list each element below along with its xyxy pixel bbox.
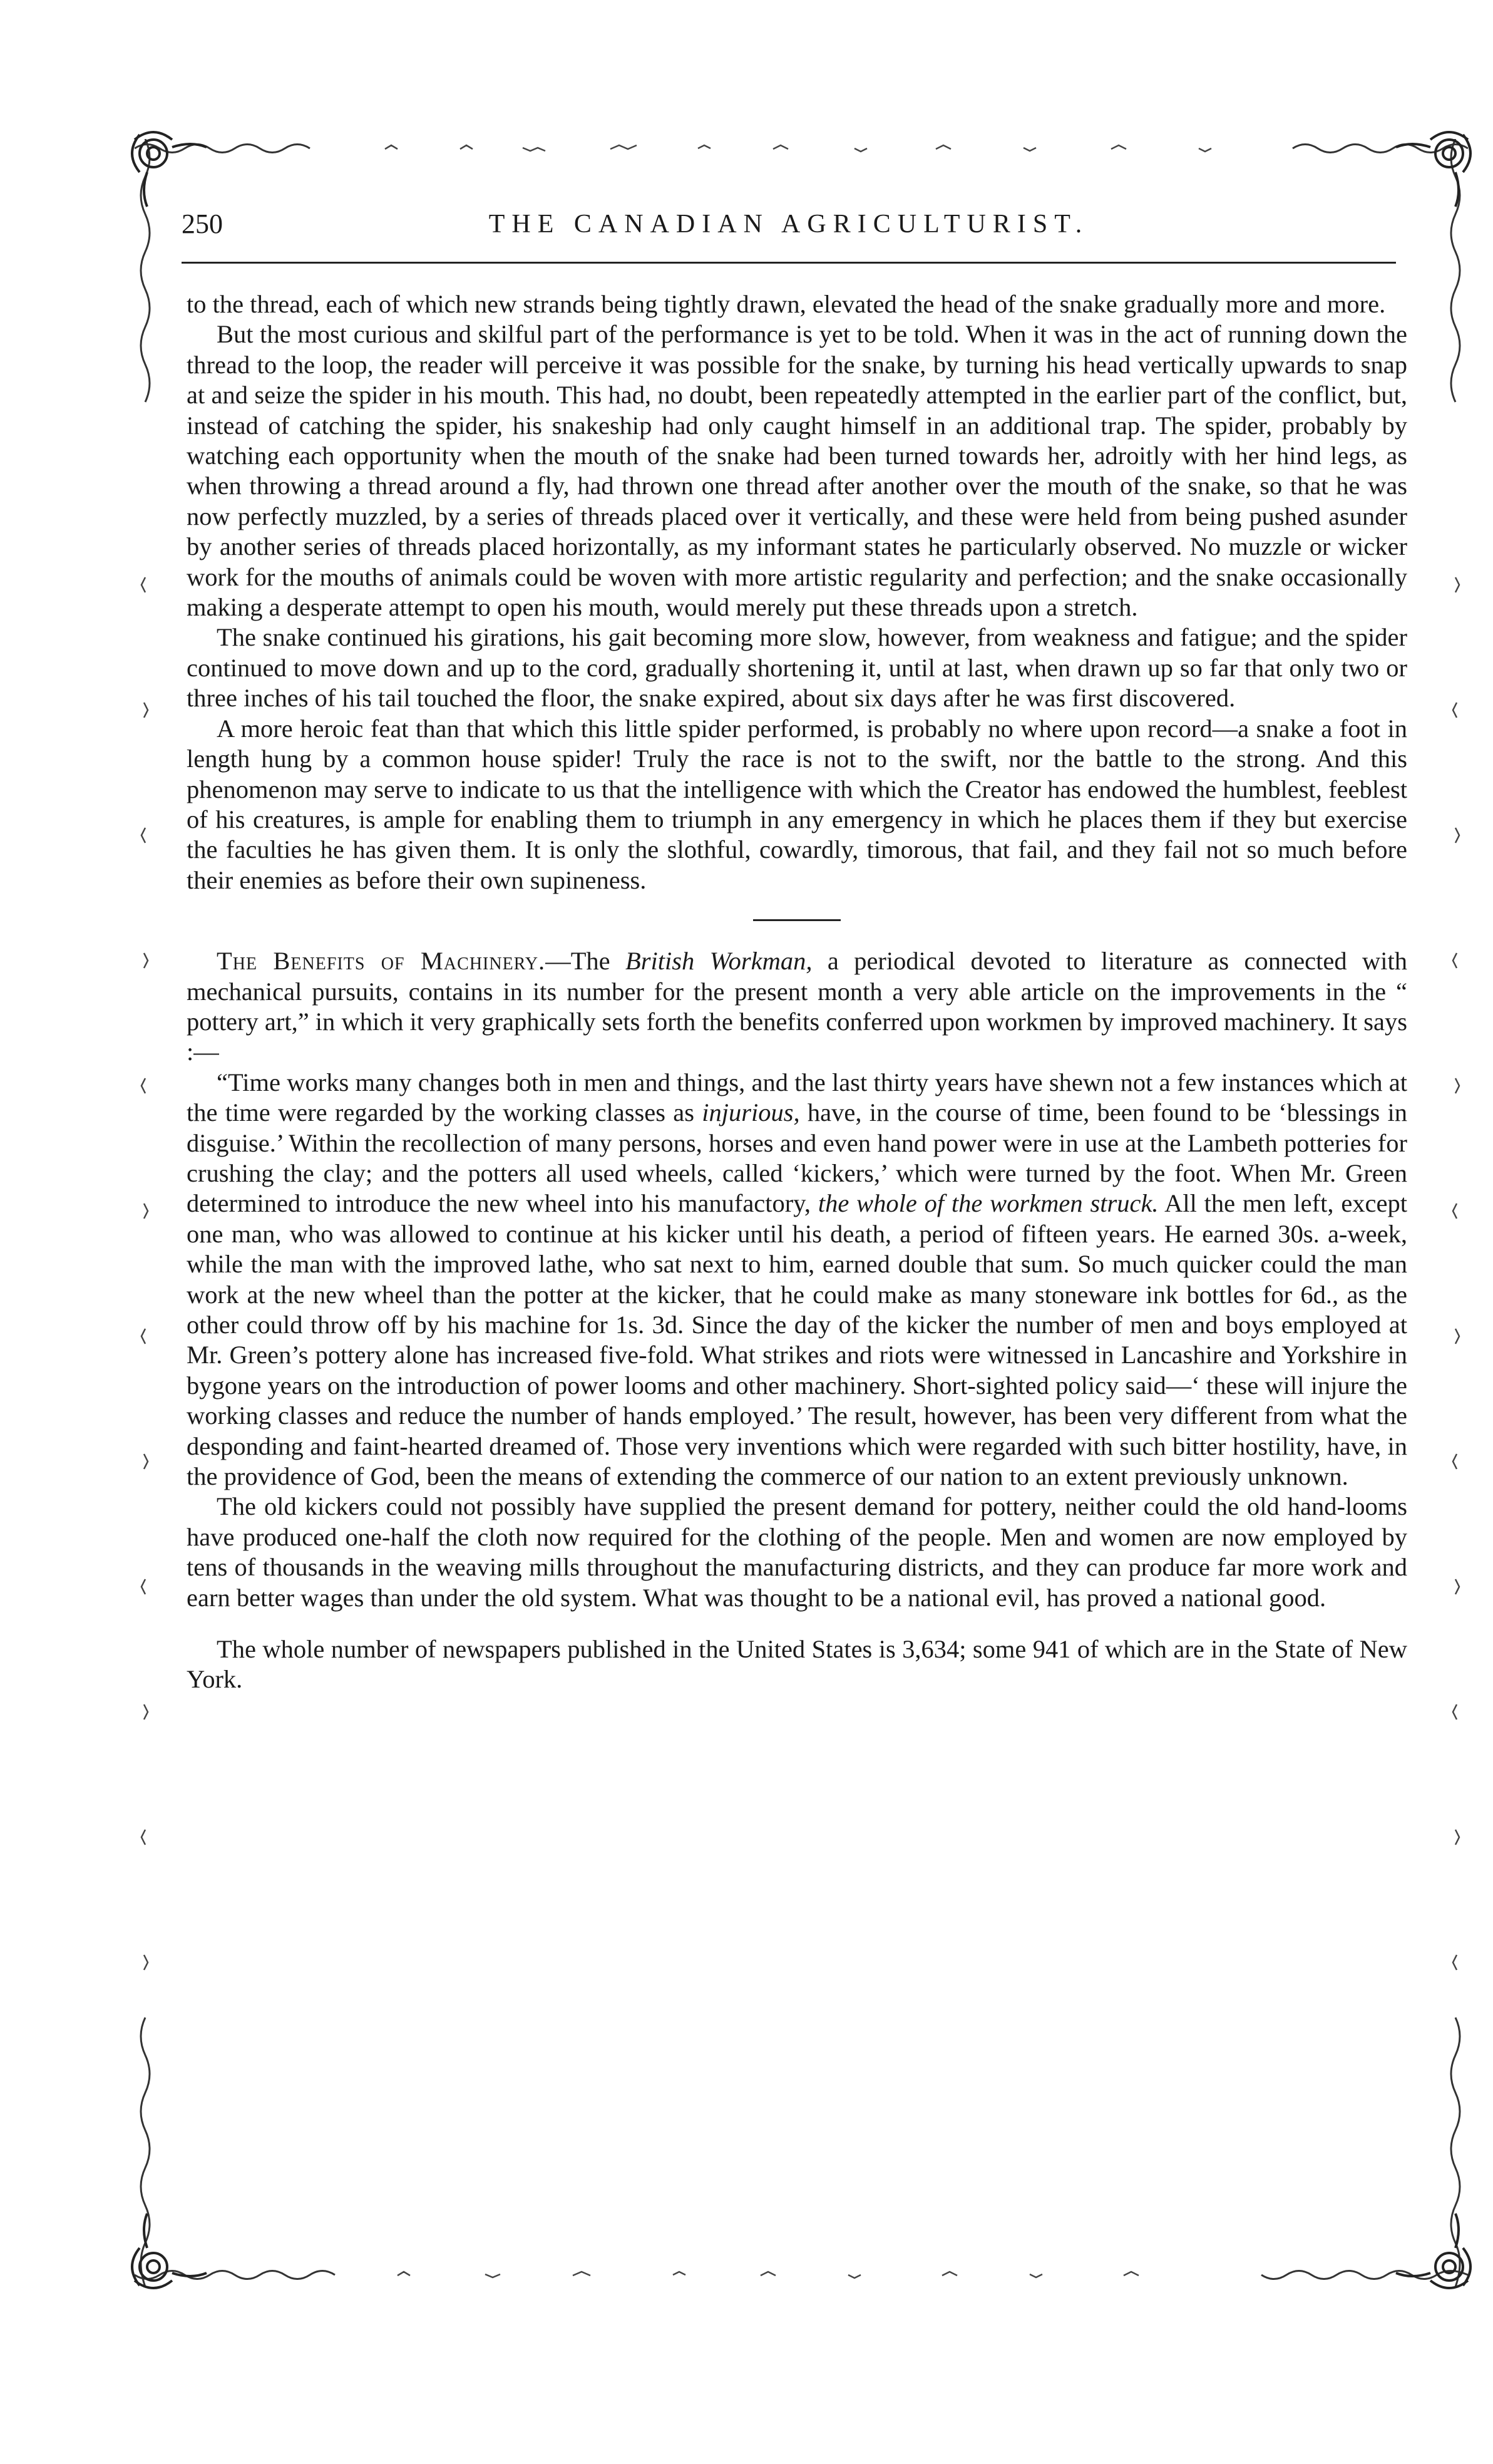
section-divider — [753, 919, 841, 921]
header-rule — [182, 262, 1396, 264]
article-paragraph: The snake continued his girations, his gait becoming more slow, however, from weakness and fatigue; and the spider continued to move down and up to the cord, gradually shortening it, until at last, when drawn up so far that only two or three inches of his tail touched the floor, the snake expired, about six days after he was first discovered. — [187, 623, 1407, 713]
quote-text: “Time works many changes both in men and things, and the last thirty years have shewn not a few instances which at the time were regarded by the working classes as — [187, 1068, 1407, 1127]
quote-emphasis: the whole of the workmen struck. — [818, 1189, 1159, 1218]
corner-ornament-icon — [128, 2210, 210, 2292]
quote-paragraph — [187, 1068, 1407, 1492]
corner-ornament-icon — [1393, 128, 1474, 210]
decorative-border-bottom — [135, 2266, 1468, 2284]
corner-ornament-icon — [1393, 2210, 1474, 2292]
page-number: 250 — [182, 209, 223, 239]
decorative-border-right — [1443, 139, 1468, 2287]
lead-text: —The — [545, 947, 626, 976]
decorative-border-top — [135, 139, 1468, 158]
quote-emphasis: injurious, — [702, 1098, 800, 1127]
news-note: The whole number of newspapers published in the United States is 3,634; some 941 of which are in the State of New York. — [187, 1635, 1407, 1694]
journal-title: THE CANADIAN AGRICULTURIST. — [488, 210, 1089, 239]
quote-text: All the men left, except one man, who was allowed to continue at his kicker until his death, a period of fifteen years. He earned 30s. a-week, while the man with the improved lathe, who sat next to him, earned double that sum. So much quicker could the man work at the new wheel than the potter at the kicker, that he could make as many stoneware ink bottles for 6d., as the other could throw off by his machine for 1s. 3d. Since the day of the kicker the number of men and boys employed at Mr. Green’s pottery alone has increased five-fold. What strikes and riots were witnessed in Lancashire and Yorkshire in bygone years on the introduction of power looms and other machinery. Short-sighted policy said—‘ these will injure the working classes and reduce the number of hands employed.’ The result, however, has been very different from what the desponding and faint-hearted dreamed of. Those very inventions which were regarded with such bitter hostility, have, in the providence of God, been the means of extending the commerce of our nation to an extent previously unknown. — [187, 1189, 1407, 1491]
article-paragraph: A more heroic feat than that which this little spider performed, is probably no where upon record—a snake a foot in length hung by a common house spider! Truly the race is not to the swift, nor the battle to the strong. And this phenomenon may serve to indicate to us that the intelligence with which the Creator has endowed the humblest, feeblest of his creatures, is ample for enabling them to triumph in any emergency in which he places them if they but exercise the faculties he has given them. It is only the slothful, cowardly, timorous, that fail, and they fail not so much before their enemies as before their own supineness. — [187, 714, 1407, 894]
text-column — [187, 289, 1407, 1695]
running-head — [182, 205, 1396, 243]
lead-text: a periodical devoted to literature as connected with mechanical pursuits, contains in its number for the present month a very able article on the improvements in the “ pottery art,” in which it very graphically sets forth the benefits conferred upon workmen by improved machinery. It says :— — [187, 947, 1407, 1066]
quote-text: have, in the course of time, been found to be ‘blessings in disguise.’ Within the recollection of many persons, horses and even hand power were in use at the Lambeth potteries for crushing the clay; and the potters all used wheels, called ‘kickers,’ which were turned by the foot. When Mr. Green determined to introduce the new wheel into his manufactory, — [187, 1098, 1407, 1218]
article-lead-paragraph — [187, 946, 1407, 1068]
article-paragraph: The old kickers could not possibly have supplied the present demand for pottery, neither could the old hand-looms have produced one-half the cloth now required for the clothing of the people. Men and women are now employed by tens of thousands in the weaving mills throughout the manufacturing districts, and they can produce far more work and earn better wages than under the old system. What was thought to be a national evil, has proved a national good. — [187, 1492, 1407, 1612]
corner-ornament-icon — [128, 128, 210, 210]
spacer — [187, 1613, 1407, 1634]
decorative-border-left — [133, 139, 158, 2287]
publication-name: British Workman, — [625, 947, 813, 976]
article-paragraph: to the thread, each of which new strands being tightly drawn, elevated the head of the snake gradually more and more. — [187, 290, 1386, 318]
article-title: The Benefits of Machinery. — [217, 947, 546, 976]
article-paragraph: But the most curious and skilful part of the performance is yet to be told. When it was in the act of running down the thread to the loop, the reader will perceive it was possible for the snake, by turning his head vertically upwards to snap at and seize the spider in his mouth. This had, no doubt, been repeatedly attempted in the earlier part of the conflict, but, instead of catching the spider, his snakeship had only caught himself in an additional trap. The spider, probably by watching each opportunity when the mouth of the snake had been turned towards her, adroitly with her hind legs, as when throwing a thread around a fly, had thrown one thread after another over the mouth of the snake, so that he was now perfectly muzzled, by a series of threads placed over it vertically, and these were held from being pushed asunder by another series of threads placed horizontally, as my informant states he particularly observed. No muzzle or wicker work for the mouths of animals could be woven with more artistic regularity and perfection; and the snake occasionally making a desperate attempt to open his mouth, would merely put these threads upon a stretch. — [187, 320, 1407, 622]
